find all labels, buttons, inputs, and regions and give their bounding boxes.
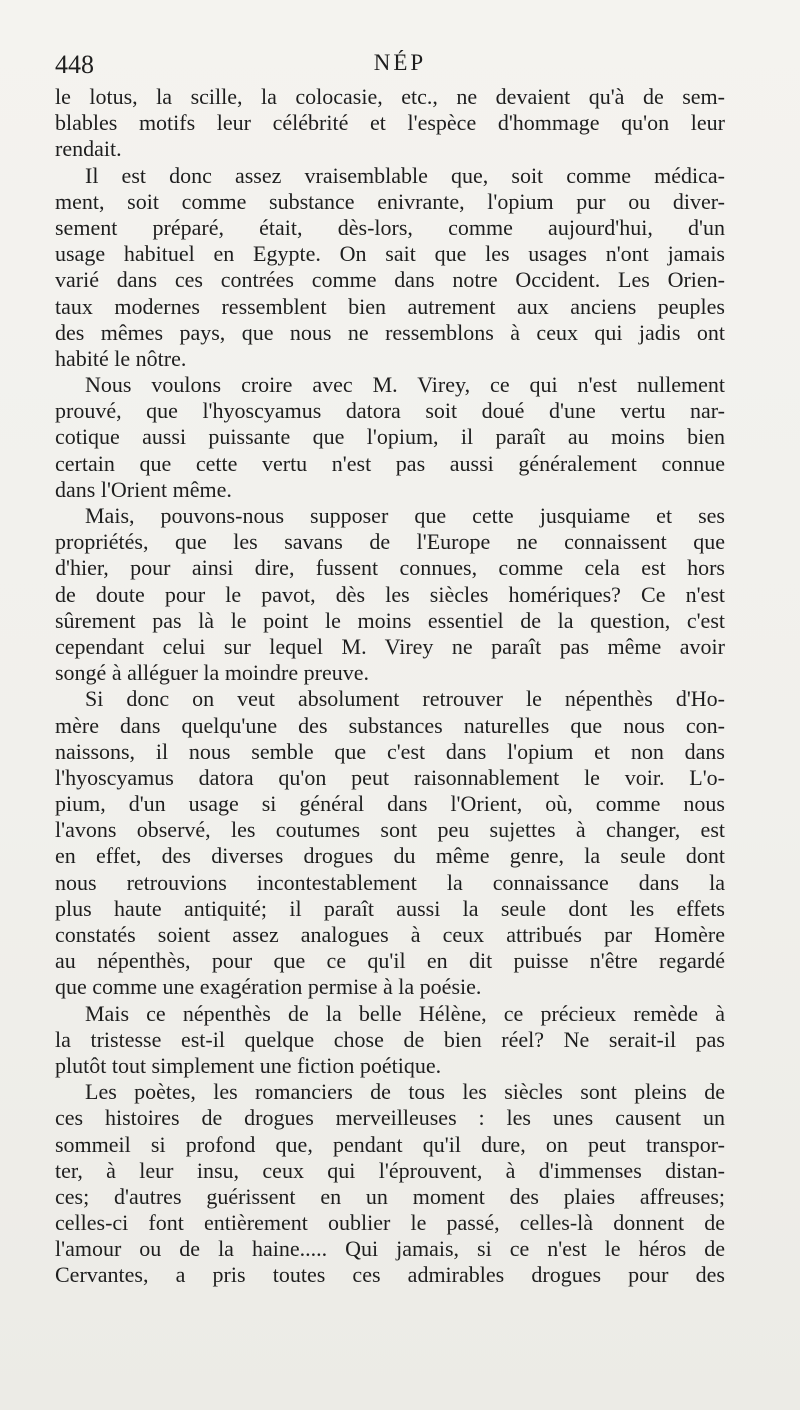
text-line: Mais ce népenthès de la belle Hélène, ce précieux remède à [85,1000,725,1026]
text-line: mère dans quelqu'une des substances naturelles que nous con- [55,712,725,738]
text-line: sûrement pas là le point le moins essentiel de la question, c'est [55,607,725,633]
text-line: que comme une exagération permise à la poésie. [55,974,482,1000]
text-line: ter, à leur insu, ceux qui l'éprouvent, à d'immenses distan- [55,1157,725,1183]
body-text [55,84,725,1289]
text-line: Mais, pouvons-nous supposer que cette jusquiame et ses [85,503,725,528]
text-line: l'hyoscyamus datora qu'on peut raisonnablement le voir. L'o- [55,764,725,790]
text-line: pium, d'un usage si général dans l'Orient, où, comme nous [55,791,725,817]
text-line: Les poètes, les romanciers de tous les siècles sont pleins de [85,1079,725,1105]
text-line: constatés soient assez analogues à ceux attribués par Homère [55,922,725,947]
text-line: Nous voulons croire avec M. Virey, ce qui n'est nullement [85,372,725,398]
text-line: habité le nôtre. [55,345,187,371]
running-head: NÉP [373,50,427,75]
text-line: naissons, il nous semble que c'est dans l'opium et non dans [55,738,725,764]
text-line: Si donc on veut absolument retrouver le népenthès d'Ho- [85,686,725,712]
text-line: nous retrouvions incontestablement la connaissance dans la [55,869,725,895]
text-line: sommeil si profond que, pendant qu'il dure, on peut transpor- [55,1131,725,1157]
text-line: celles-ci font entièrement oublier le passé, celles-là donnent de [55,1210,725,1236]
text-line: ces histoires de drogues merveilleuses : les unes causent un [55,1105,725,1131]
text-line: au népenthès, pour que ce qu'il en dit puisse n'être regardé [55,948,725,974]
text-line: propriétés, que les savans de l'Europe ne connaissent que [55,529,725,555]
text-line: en effet, des diverses drogues du même genre, la seule dont [55,843,725,869]
text-line: taux modernes ressemblent bien autrement aux anciens peuples [55,293,725,319]
text-line: plutôt tout simplement une fiction poétique. [55,1052,442,1078]
text-line: la tristesse est-il quelque chose de bien réel? Ne serait-il pas [55,1026,725,1052]
page-number: 448 [55,50,94,79]
text-line: l'avons observé, les coutumes sont peu sujettes à changer, est [55,817,725,843]
text-line: prouvé, que l'hyoscyamus datora soit doué d'une vertu nar- [55,398,725,424]
text-line: l'amour ou de la haine..... Qui jamais, si ce n'est le héros de [55,1236,725,1262]
text-line: usage habituel en Egypte. On sait que les usages n'ont jamais [55,241,725,267]
text-line: cependant celui sur lequel M. Virey ne paraît pas même avoir [55,633,725,659]
text-line: Il est donc assez vraisemblable que, soit comme médica- [85,162,725,188]
text-line: certain que cette vertu n'est pas aussi généralement connue [55,450,725,476]
text-line: des mêmes pays, que nous ne ressemblons à ceux qui jadis ont [55,319,725,345]
text-line: rendait. [55,136,122,162]
text-line: ment, soit comme substance enivrante, l'opium pur ou diver- [55,188,725,214]
text-line: ces; d'autres guérissent en un moment des plaies affreuses; [55,1183,725,1209]
text-line: songé à alléguer la moindre preuve. [55,660,369,686]
text-line: de doute pour le pavot, dès les siècles homériques? Ce n'est [55,581,725,607]
text-line: plus haute antiquité; il paraît aussi la seule dont les effets [55,895,725,921]
text-line: dans l'Orient même. [55,476,232,502]
text-line: Cervantes, a pris toutes ces admirables drogues pour des [55,1262,725,1288]
text-line: d'hier, pour ainsi dire, fussent connues, comme cela est hors [55,555,725,581]
text-line: cotique aussi puissante que l'opium, il paraît au moins bien [55,424,725,450]
text-line: varié dans ces contrées comme dans notre Occident. Les Orien- [55,267,725,293]
text-line: le lotus, la scille, la colocasie, etc., ne devaient qu'à de sem- [55,84,725,109]
text-line: blables motifs leur célébrité et l'espèce d'hommage qu'on leur [55,110,725,136]
page-header [55,50,745,84]
text-line: sement préparé, était, dès-lors, comme aujourd'hui, d'un [55,214,725,240]
